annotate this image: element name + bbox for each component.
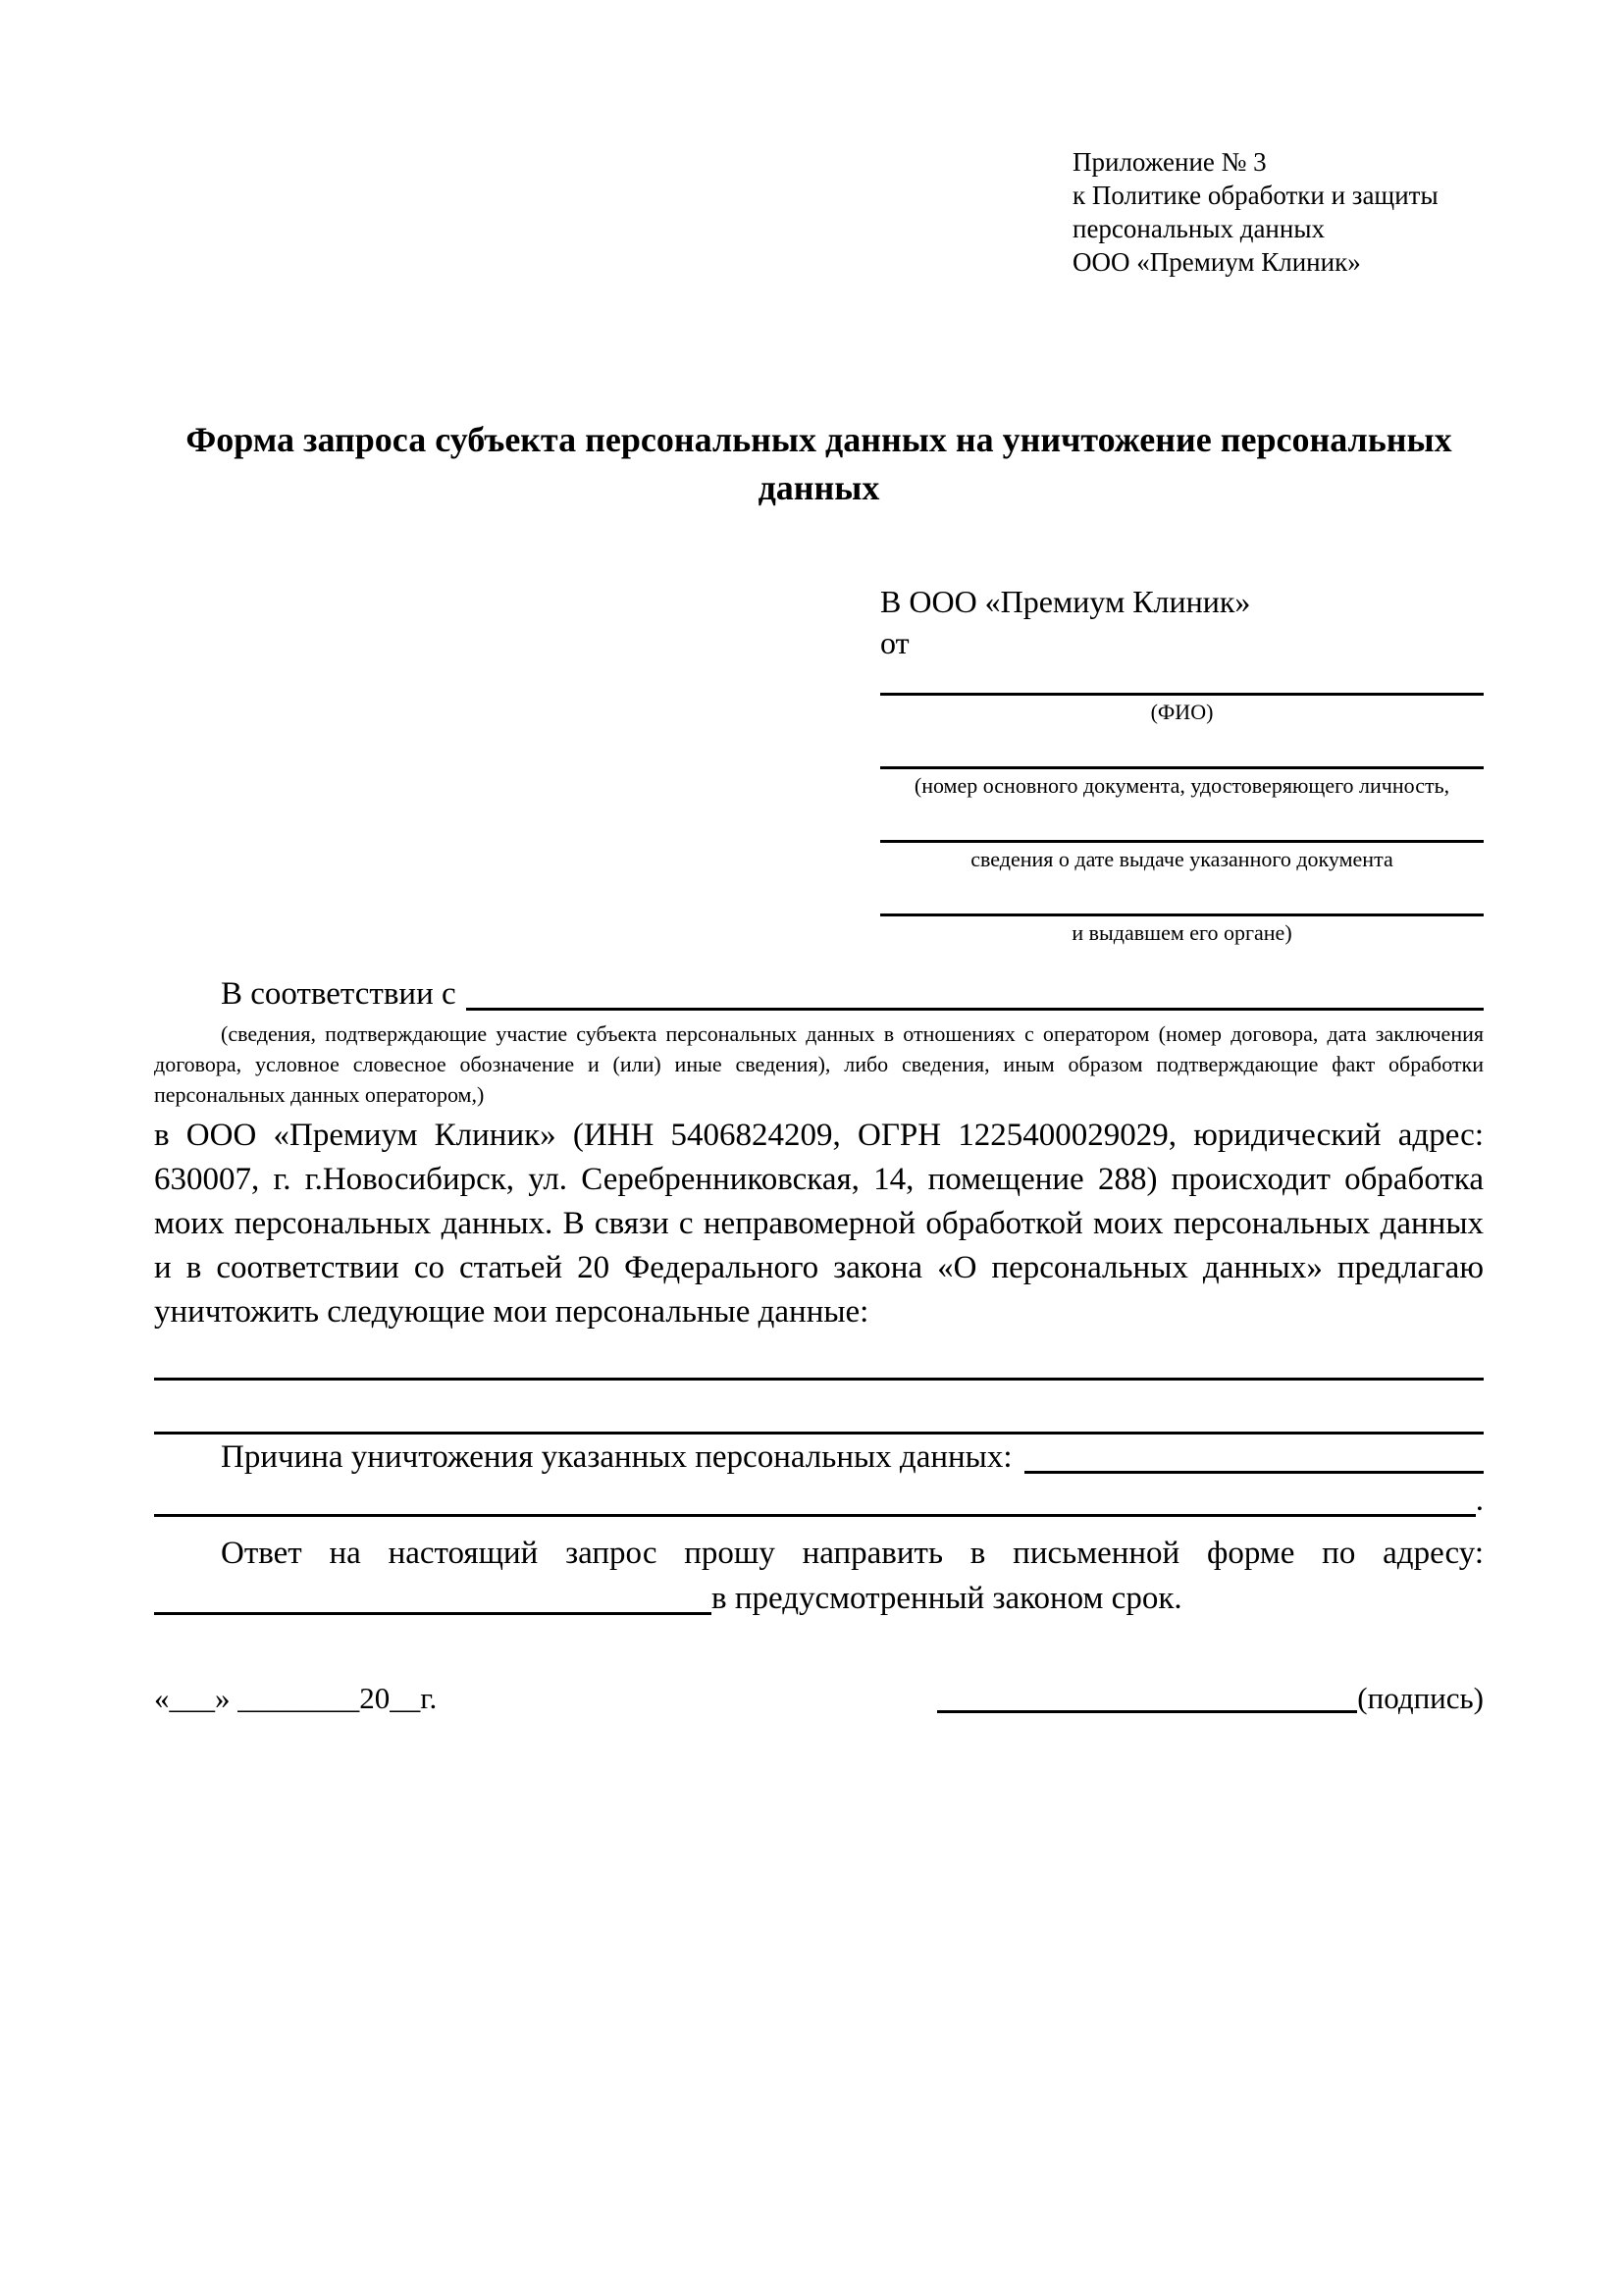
reason-continuation-row (154, 1480, 1484, 1523)
line-terminator: . (1475, 1483, 1484, 1518)
response-suffix: в предусмотренный законом срок. (711, 1581, 1182, 1616)
appendix-line: персональных данных (1073, 214, 1325, 243)
response-address-row (154, 1576, 1484, 1621)
address-blank-line (154, 1612, 711, 1615)
according-blank-line (466, 1008, 1484, 1011)
according-row (154, 971, 1484, 1017)
reason-label: Причина уничтожения указанных персональных данных: (221, 1439, 1013, 1475)
addressee-from-label: от (880, 625, 910, 660)
personal-data-blank-line-1 (154, 1334, 1484, 1381)
document-title: Форма запроса субъекта персональных данных на уничтожение персональных данных (185, 420, 1452, 507)
signature-blank-line (937, 1710, 1357, 1713)
signature-group (937, 1678, 1484, 1719)
appendix-line: Приложение № 3 (1073, 147, 1267, 177)
doc-issue-date-caption: сведения о дате выдаче указанного документа (970, 847, 1393, 871)
appendix-line: к Политике обработки и защиты (1073, 181, 1439, 210)
footer-row (154, 1678, 1484, 1719)
reason-row (154, 1435, 1484, 1480)
personal-data-blank-line-2 (154, 1381, 1484, 1435)
doc-issue-date-blank-line (880, 799, 1484, 843)
addressee-to: В ООО «Премиум Клиник» (880, 584, 1251, 619)
doc-number-caption: (номер основного документа, удостоверяющего личность, (914, 773, 1450, 798)
fio-caption: (ФИО) (1150, 700, 1214, 724)
doc-issuer-caption: и выдавшем его органе) (1072, 920, 1292, 945)
date-line: «___» ________20__г. (154, 1681, 438, 1715)
according-label: В соответствии с (221, 976, 456, 1012)
response-sentence: Ответ на настоящий запрос прошу направить в письменной форме по адресу: (221, 1536, 1484, 1571)
doc-issuer-blank-line (880, 872, 1484, 916)
signature-caption: (подпись) (1357, 1681, 1484, 1715)
appendix-line: ООО «Премиум Клиник» (1073, 247, 1361, 277)
doc-number-blank-line (880, 725, 1484, 769)
addressee-block (880, 581, 1484, 946)
fio-blank-line (880, 663, 1484, 696)
main-paragraph: в ООО «Премиум Клиник» (ИНН 5406824209, ОГРН 1225400029029, юридический адрес: 630007, г. г.Новосибирск, ул. Серебренниковская, 14, помещение 288) происходит обработка моих персональных данных. В связи с неправомерной обработкой моих персональных данных и в соответствии со статьей 20 Федерального закона «О персональных данных» предлагаю уничтожить следующие мои персональные данные: (154, 1118, 1484, 1330)
reason-blank-line (1024, 1471, 1484, 1474)
reason-continuation-blank-line (154, 1514, 1476, 1517)
fine-print-note: (сведения, подтверждающие участие субъекта персональных данных в отношениях с оператором (номер договора, дата заключения договора, условное словесное обозначение и (или) иные сведения), либо сведения, иным образом подтверждающие факт обработки персональных данных оператором,) (154, 1021, 1484, 1107)
appendix-header (1073, 145, 1484, 279)
